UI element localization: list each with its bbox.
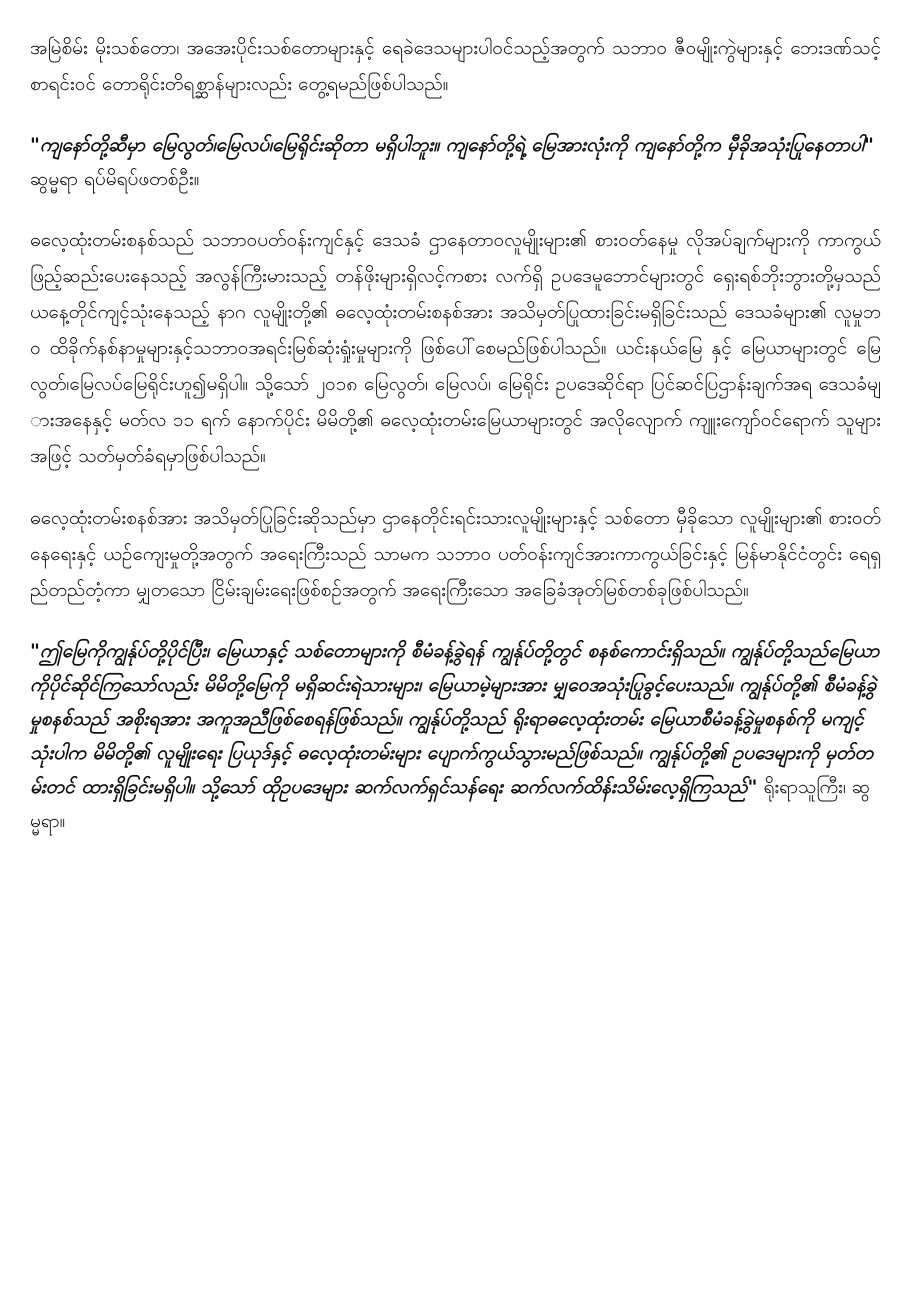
paragraph-customary-system: ဓလေ့ထုံးတမ်းစနစ်သည် သဘာဝပတ်ဝန်းကျင်နှင့် ဒေသခံ ဌာနေတာဝလူမျိုးများ၏ စားဝတ်နေမှု လိုအပ်ချက်များကို ကာကွယ် ဖြည့်ဆည်းပေးနေသည့် အလွန်ကြီးမားသည့် တန်ဖိုးများရှိလင့်ကစား လက်ရှိ ဥပဒေမူဘောင်များတွင် ရှေးရစ်ဘိုးဘွားတို့မှသည် ယနေ့တိုင်ကျင့်သုံးနေသည့် နာဂ လူမျိုးတို့၏ ဓလေ့ထုံးတမ်းစနစ်အား အသိမှတ်ပြုထားခြင်းမရှိခြင်းသည် ဒေသခံများ၏ လူမှုဘဝ ထိခိုက်နစ်နာမှုများနှင့်သဘာဝအရင်းမြစ်ဆုံးရှုံးမှုများကို ဖြစ်ပေါ်စေမည်ဖြစ်ပါသည်။ ယင်းနယ်မြေ နှင့် မြေယာများတွင် မြေလွတ်၊မြေလပ်မြေရိုင်းဟူ၍မရှိပါ။ သို့သော် ၂၀၁၈ မြေလွတ်၊ မြေလပ်၊ မြေရိုင်း ဥပဒေဆိုင်ရာ ပြင်ဆင်ပြဌာန်းချက်အရ ဒေသခံများအနေနှင့် မတ်လ ၁၁ ရက် နောက်ပိုင်း မိမိတို့၏ ဓလေ့ထုံးတမ်းမြေယာများတွင် အလိုလျောက် ကျူးကျော်ဝင်ရောက် သူများအဖြင့် သတ်မှတ်ခံရမှာဖြစ်ပါသည်။ [30,229,881,467]
paragraph-recognition: ဓလေ့ထုံးတမ်းစနစ်အား အသိမှတ်ပြုခြင်းဆိုသည်မှာ ဌာနေတိုင်းရင်းသားလူမျိုးများနှင့် သစ်တော မှီခိုသော လူမျိုးများ၏ စားဝတ်နေရေးနှင့် ယဉ်ကျေးမှုတို့အတွက် အရေးကြီးသည် သာမက သဘာဝ ပတ်ဝန်းကျင်အားကာကွယ်ခြင်းနှင့် မြန်မာနိုင်ငံတွင်း ရေရှည်တည်တံ့ကာ မျှတသော ငြိမ်းချမ်းရေးဖြစ်စဉ်အတွက် အရေးကြီးသော အခြေခံအုတ်မြစ်တစ်ခုဖြစ်ပါသည်။ [30,507,881,601]
quote-villager-attribution: ဆွမ္မရာ ရပ်မိရပ်ဖတစ်ဦး။ [30,168,200,190]
quote-villager [30,128,881,196]
paragraph-intro: အမြဲစိမ်း မိုးသစ်တော၊ အအေးပိုင်းသစ်တောများနှင့် ရေခဲဒေသများပါဝင်သည့်အတွက် သဘာဝ ဇီဝမျိုးကွဲများနှင့် ဘေးဒဏ်သင့်စာရင်းဝင် တောရိုင်းတိရစ္ဆာန်များလည်း တွေ့ရမည်ဖြစ်ပါသည်။ [30,37,881,95]
quote-headman-attribution: ရိုးရာသူကြီး၊ ဆွမ္မရာ။ [30,776,871,832]
quote-headman [30,634,881,838]
quote-villager-text: "ကျနော်တို့ဆီမှာ မြေလွတ်၊မြေလပ်၊မြေရိုင်းဆိုတာ မရှိပါဘူး။ ကျနော်တို့ရဲ့ မြေအားလုံးကို ကျနော်တို့က မှီခိုအသုံးပြုနေတာပါ" [30,134,874,156]
quote-headman-text: "ဤမြေကိုကျွန်ုပ်တို့ပိုင်ပြီး၊ မြေယာနှင့် သစ်တောများကို စီမံခန့်ခွဲရန် ကျွန်ုပ်တို့တွင် စနစ်ကောင်းရှိသည်။ ကျွန်ုပ်တို့သည်မြေယာကိုပိုင်ဆိုင်ကြသော်လည်း မိမိတို့မြေကို မရှိဆင်းရဲသားများ၊ မြေယာမဲ့များအား မျှဝေအသုံးပြုခွင့်ပေးသည်။ ကျွန်ုပ်တို့၏ စီမံခန့်ခွဲမှုစနစ်သည် အစိုးရအား အကူအညီဖြစ်စေရန်ဖြစ်သည်။ ကျွန်ုပ်တို့သည် ရိုးရာဓလေ့ထုံးတမ်း မြေယာစီမံခန့်ခွဲမှုစနစ်ကို မကျင့်သုံးပါက မိမိတို့၏ လူမျိုးရေး ပြယုဒ်နှင့် ဓလေ့ထုံးတမ်းများ ပျောက်ကွယ်သွားမည်ဖြစ်သည်။ ကျွန်ုပ်တို့၏ ဥပဒေများကို မှတ်တမ်းတင် ထားရှိခြင်းမရှိပါ။ သို့သော် ထိုဥပဒေများ ဆက်လက်ရှင်သန်ရေး ဆက်လက်ထိန်းသိမ်းလေ့ရှိကြသည်" [30,640,880,798]
